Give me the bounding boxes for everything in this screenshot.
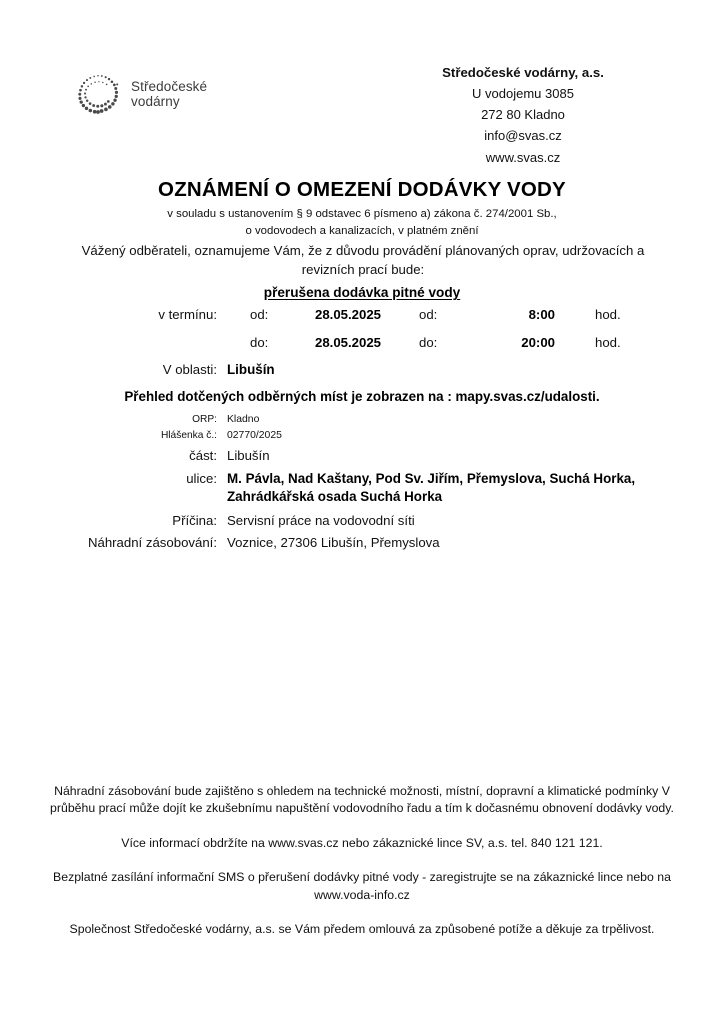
- company-street: U vodojemu 3085: [472, 86, 574, 102]
- streets-value: M. Pávla, Nad Kaštany, Pod Sv. Jiřím, Přemyslova, Suchá Horka, Zahrádkářská osada Suchá Horka: [227, 471, 636, 505]
- legal-reference: [0, 206, 724, 239]
- table-row: [0, 335, 724, 363]
- table-row: [0, 513, 724, 528]
- footer-paragraph-info: Více informací obdržíte na www.svas.cz nebo zákaznické lince SV, a.s. tel. 840 121 121.: [121, 835, 603, 850]
- legal-line-2: o vodovodech a kanalizacích, v platném znění: [245, 224, 479, 237]
- footer-paragraph-apology: Společnost Středočeské vodárny, a.s. se Vám předem omlouvá za způsobené potíže a děkuje za trpělivost.: [69, 922, 655, 937]
- logo-line-2: vodárny: [131, 94, 180, 109]
- alternative-supply-label: Náhradní zásobování:: [87, 535, 217, 551]
- schedule-table: [0, 307, 724, 363]
- alternative-supply-value: Voznice, 27306 Libušín, Přemyslova: [227, 535, 440, 551]
- company-email: info@svas.cz: [484, 128, 562, 144]
- circular-dots-logo-icon: [74, 70, 122, 118]
- logo-wordmark: [131, 79, 207, 109]
- company-name: Středočeské vodárny, a.s.: [442, 65, 604, 80]
- time-from-unit: hod.: [595, 307, 621, 322]
- streets-label: ulice:: [186, 471, 217, 486]
- area-label: V oblasti:: [162, 362, 217, 377]
- page-title: OZNÁMENÍ O OMEZENÍ DODÁVKY VODY: [158, 178, 566, 201]
- time-to-unit: hod.: [595, 335, 621, 350]
- date-from-value: 28.05.2025: [314, 307, 381, 322]
- report-number-value: 02770/2025: [227, 430, 282, 441]
- time-to-value: 20:00: [521, 335, 555, 350]
- schedule-label: v termínu:: [158, 307, 217, 322]
- document-header: [0, 62, 724, 172]
- orp-label: ORP:: [192, 414, 217, 425]
- table-row: [0, 448, 724, 463]
- company-city: 272 80 Kladno: [481, 107, 565, 123]
- table-row: [0, 414, 724, 425]
- orp-value: Kladno: [227, 414, 260, 425]
- area-value: Libušín: [227, 362, 275, 377]
- footer-paragraph-sms: Bezplatné zasílání informační SMS o přerušení dodávky pitné vody - zaregistrujte se na zákaznické lince nebo na www.voda-info.cz: [53, 870, 671, 902]
- footer-paragraph-supply: Náhradní zásobování bude zajištěno s ohledem na technické možnosti, místní, dopravní a klimatické podmínky V průběhu prací může dojít ke zkušebnímu napuštění vodovodního řadu a tím k dočasnému obnovení dodávky vody.: [50, 784, 674, 816]
- company-logo: [74, 70, 207, 118]
- date-to-prefix: do:: [250, 335, 269, 350]
- time-from-prefix: od:: [419, 307, 438, 322]
- cause-value: Servisní práce na vodovodní síti: [227, 513, 415, 529]
- table-row: [0, 430, 724, 441]
- cause-label: Příčina:: [172, 513, 217, 529]
- district-value: Libušín: [227, 448, 270, 463]
- table-row: [0, 307, 724, 335]
- area-row: [0, 362, 724, 377]
- service-interruption-statement: přerušena dodávka pitné vody: [263, 285, 461, 300]
- date-from-prefix: od:: [250, 307, 269, 322]
- table-row: [0, 470, 724, 506]
- document-footer: [48, 783, 676, 939]
- district-label: část:: [189, 448, 217, 463]
- logo-line-1: Středočeské: [131, 78, 208, 94]
- intro-paragraph: Vážený odběrateli, oznamujeme Vám, že z důvodu provádění plánovaných oprav, udržovacích a revizních prací bude:: [81, 243, 645, 278]
- company-address: [358, 62, 688, 168]
- company-website: www.svas.cz: [485, 149, 561, 165]
- details-table: [0, 414, 724, 555]
- report-number-label: Hlášenka č.:: [160, 430, 217, 441]
- time-from-value: 8:00: [528, 307, 555, 322]
- time-to-prefix: do:: [419, 335, 438, 350]
- legal-line-1: v souladu s ustanovením § 9 odstavec 6 písmeno a) zákona č. 274/2001 Sb.,: [167, 208, 557, 220]
- table-row: [0, 535, 724, 550]
- date-to-value: 28.05.2025: [314, 335, 381, 350]
- map-link-notice[interactable]: Přehled dotčených odběrných míst je zobrazen na : mapy.svas.cz/udalosti.: [124, 389, 600, 404]
